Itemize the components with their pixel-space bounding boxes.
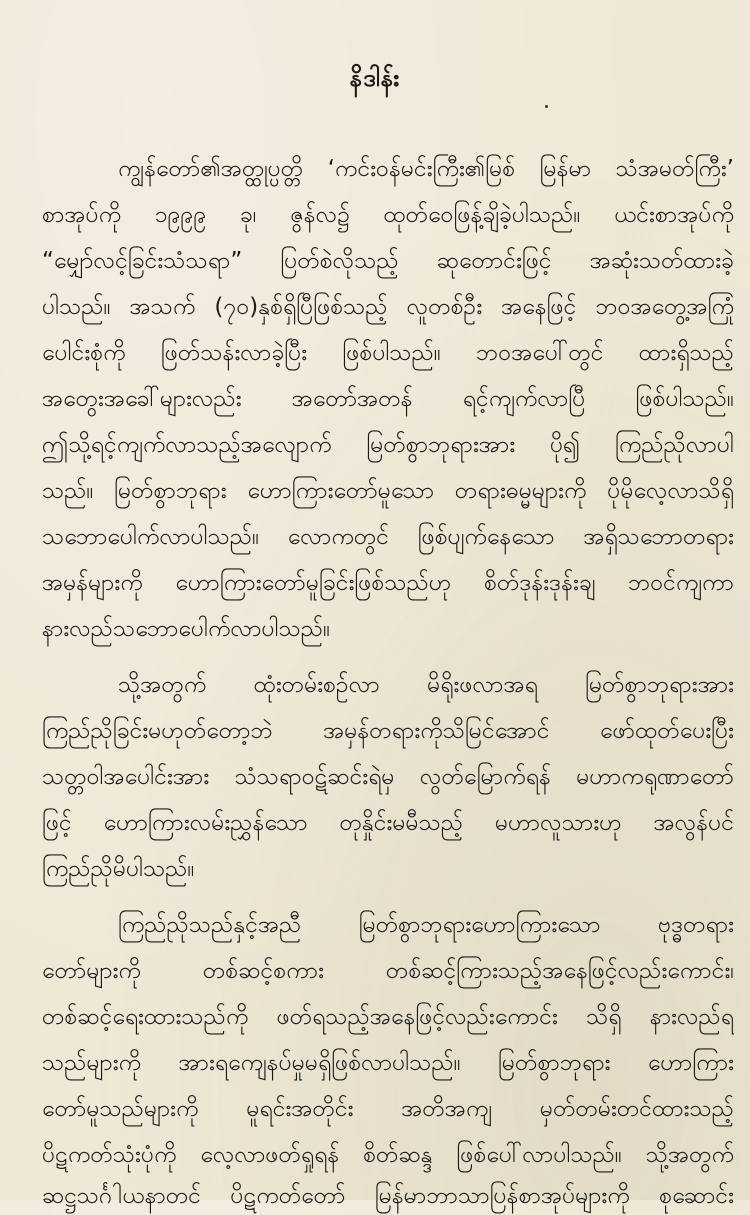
text-line: ကြည်ညိုခြင်းမဟုတ်တော့ဘဲ အမှန်တရားကိုသိမြင်အောင် ဖော်ထုတ်ပေးပြီး bbox=[42, 718, 734, 744]
text-line: တော်များကို တစ်ဆင့်စကား တစ်ဆင့်ကြားသည့်အနေဖြင့်လည်းကောင်း၊ bbox=[42, 958, 734, 984]
text-line: အမှန်များကို ဟောကြားတော်မူခြင်းဖြစ်သည်ဟု စိတ်ဒုန်းဒုန်းချ ဘဝင်ကျကာ bbox=[42, 570, 734, 596]
text-line: တစ်ဆင့်ရေးထားသည်ကို ဖတ်ရသည့်အနေဖြင့်လည်းကောင်း သိရှိ နားလည်ရ bbox=[42, 1004, 734, 1030]
page-heading: နိဒါန်း bbox=[349, 64, 401, 92]
text-line: သည်များကို အားရကျေနပ်မှုမရှိဖြစ်လာပါသည်။ မြတ်စွာဘုရား ဟောကြား bbox=[42, 1050, 734, 1076]
ink-dot bbox=[545, 105, 548, 108]
text-line: အတွေးအခေါ်များလည်း အတော်အတန် ရင့်ကျက်လာပြီ ဖြစ်ပါသည်။ bbox=[42, 386, 734, 412]
text-line: ဤသို့ရင့်ကျက်လာသည့်အလျောက် မြတ်စွာဘုရားအား ပို၍ ကြည်ညိုလာပါ bbox=[42, 432, 734, 458]
text-line: စာအုပ်ကို ၁၉၉၉ ခု၊ ဇွန်လ၌ ထုတ်ဝေဖြန့်ချိခဲ့ပါသည်။ ယင်းစာအုပ်ကို bbox=[42, 202, 734, 228]
text-line: သတ္တဝါအပေါင်းအား သံသရာဝဋ်ဆင်းရဲမှ လွတ်မြောက်ရန် မဟာကရုဏာတော် bbox=[42, 764, 734, 790]
text-line: ကြည်ညိုမိပါသည်။ bbox=[42, 856, 195, 882]
text-line: ဖြင့် ဟောကြားလမ်းညွှန်သော တုနှိုင်းမမီသည့် မဟာလူသားဟု အလွန်ပင် bbox=[42, 810, 734, 836]
text-line: သည်။ မြတ်စွာဘုရား ဟောကြားတော်မူသော တရားဓမ္မများကို ပိုမိုလေ့လာသိရှိ bbox=[42, 478, 734, 504]
text-line: ကျွန်တော်၏အတ္ထုပ္ပတ္တိ ‘ကင်းဝန်မင်းကြီး၏မြစ် မြန်မာ သံအမတ်ကြီး’ bbox=[118, 156, 734, 182]
text-line: ဆဋ္ဌသင်္ဂါယနာတင် ပိဋကတ်တော် မြန်မာဘာသာပြန်စာအုပ်များကို စုဆောင်း bbox=[42, 1183, 734, 1209]
text-line: “မျှော်လင့်ခြင်းသံသရာ” ပြတ်စဲလိုသည့် ဆုတောင်းဖြင့် အဆုံးသတ်ထားခဲ့ bbox=[42, 248, 734, 274]
text-line: နားလည်သဘောပေါက်လာပါသည်။ bbox=[42, 616, 331, 642]
text-line: ကြည်ညိုသည်နှင့်အညီ မြတ်စွာဘုရားဟောကြားသော ဗုဒ္ဓတရား bbox=[118, 912, 734, 938]
text-line: ပေါင်းစုံကို ဖြတ်သန်းလာခဲ့ပြီး ဖြစ်ပါသည်။ ဘဝအပေါ်တွင် ထားရှိသည့် bbox=[42, 340, 734, 366]
text-line: ပိဋကတ်သုံးပုံကို လေ့လာဖတ်ရှုရန် စိတ်ဆန္ဒ ဖြစ်ပေါ်လာပါသည်။ သို့အတွက် bbox=[42, 1142, 734, 1168]
text-line: သို့အတွက် ထုံးတမ်းစဉ်လာ မိရိုးဖလာအရ မြတ်စွာဘုရားအား bbox=[118, 672, 734, 698]
text-line: ပါသည်။ အသက် (၇၀)နှစ်ရှိပြီဖြစ်သည့် လူတစ်ဦး အနေဖြင့် ဘဝအတွေ့အကြုံ bbox=[42, 294, 734, 320]
text-line: တော်မူသည်များကို မူရင်းအတိုင်း အတိအကျ မှတ်တမ်းတင်ထားသည့် bbox=[42, 1096, 734, 1122]
text-line: သဘောပေါက်လာပါသည်။ လောကတွင် ဖြစ်ပျက်နေသော အရှိသဘောတရား bbox=[42, 524, 734, 550]
